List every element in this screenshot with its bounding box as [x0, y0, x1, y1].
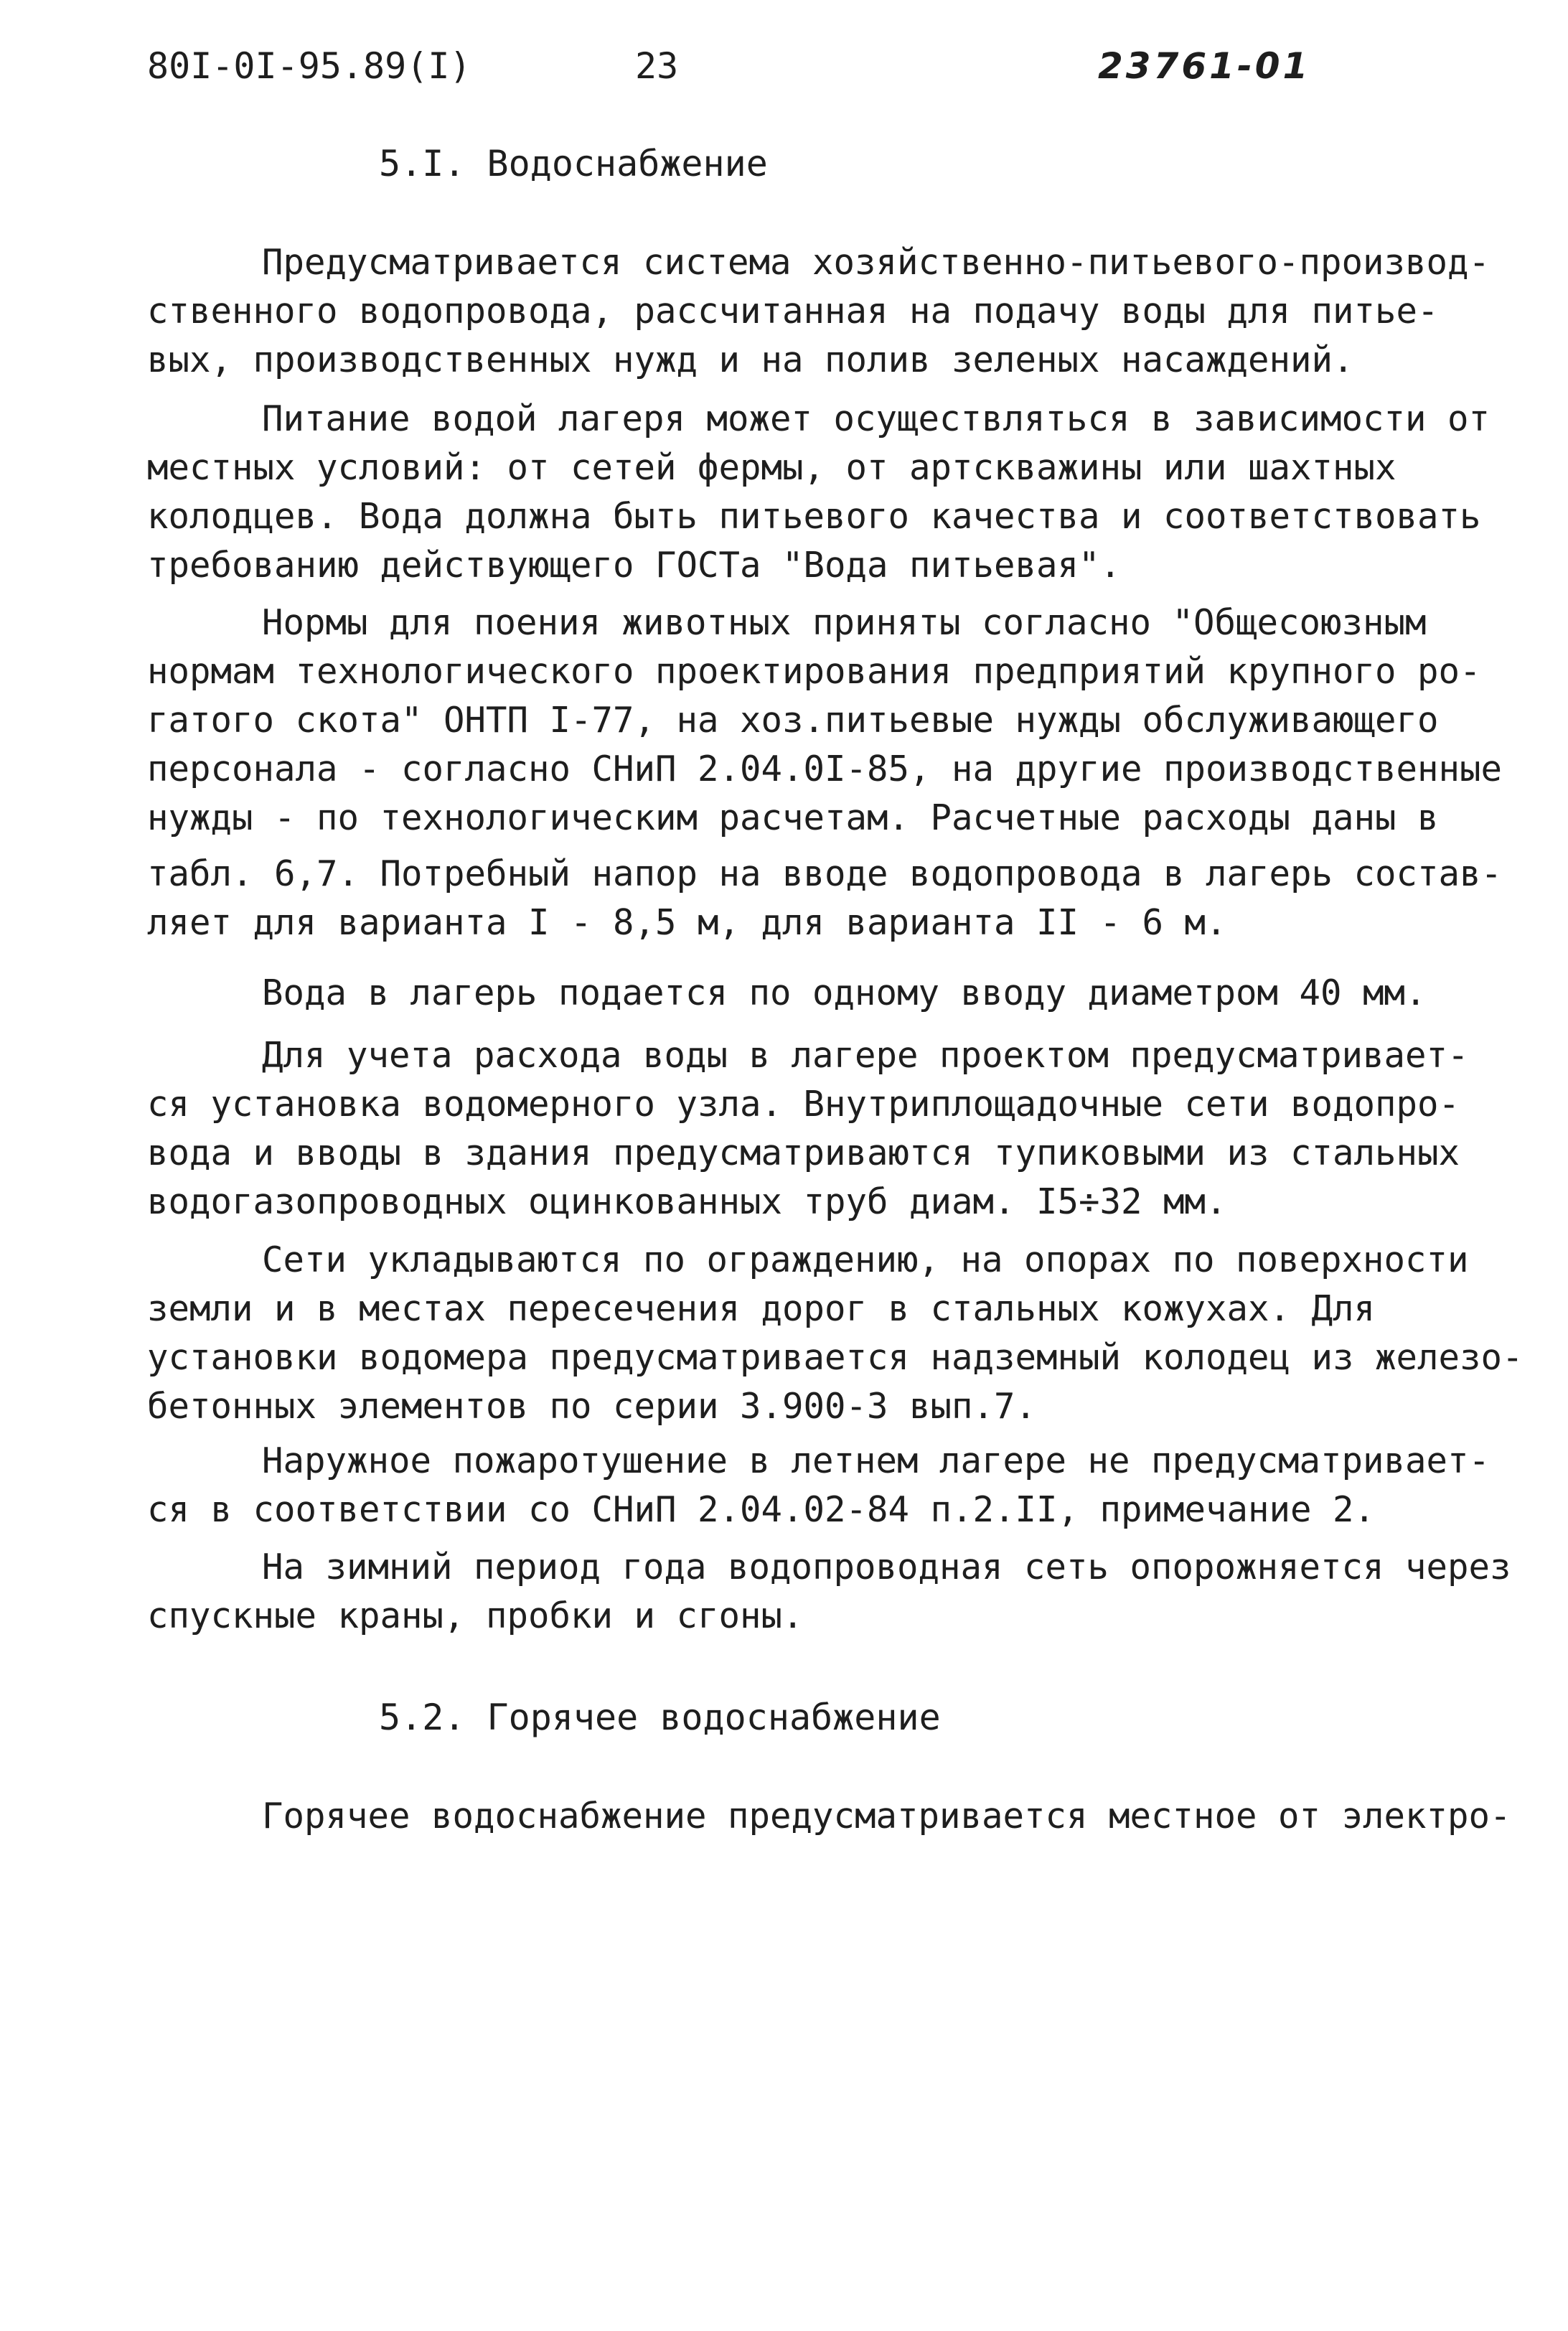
- text-line: Для учета расхода воды в лагере проектом предусматривает-: [262, 1035, 1469, 1076]
- text-line: бетонных элементов по серии 3.900-3 вып.7.: [147, 1386, 1037, 1427]
- text-line: земли и в местах пересечения дорог в стальных кожухах. Для: [147, 1288, 1376, 1329]
- text-line: Сети укладываются по ограждению, на опорах по поверхности: [262, 1239, 1469, 1280]
- text-line: Горячее водоснабжение предусматривается местное от электро-: [262, 1796, 1511, 1837]
- text-line: Предусматривается система хозяйственно-питьевого-производ-: [262, 242, 1490, 283]
- section-title-water-supply: 5.I. Водоснабжение: [379, 143, 768, 184]
- section-title-hot-water-supply: 5.2. Горячее водоснабжение: [379, 1697, 941, 1738]
- text-line: табл. 6,7. Потребный напор на вводе водопровода в лагерь состав-: [147, 853, 1503, 894]
- text-line: колодцев. Вода должна быть питьевого качества и соответствовать: [147, 496, 1481, 537]
- text-line: ляет для варианта I - 8,5 м, для варианта II - 6 м.: [147, 902, 1227, 943]
- text-line: ся установка водомерного узла. Внутриплощадочные сети водопро-: [147, 1084, 1460, 1125]
- text-line: требованию действующего ГОСТа "Вода питьевая".: [147, 545, 1122, 586]
- paragraph: [147, 238, 1490, 385]
- text-line: ственного водопровода, рассчитанная на подачу воды для питье-: [147, 291, 1439, 332]
- paragraph: [147, 1236, 1524, 1431]
- paragraph: [147, 1543, 1511, 1641]
- text-line: местных условий: от сетей фермы, от артскважины или шахтных: [147, 447, 1396, 488]
- paragraph: [147, 1437, 1490, 1534]
- text-line: гатого скота" ОНТП I-77, на хоз.питьевые нужды обслуживающего: [147, 700, 1439, 741]
- paragraph: [147, 1792, 1511, 1841]
- document-code: 80I-0I-95.89(I): [147, 45, 471, 87]
- paragraph: [147, 395, 1490, 590]
- page-number: 23: [635, 45, 679, 87]
- text-line: Вода в лагерь подается по одному вводу диаметром 40 мм.: [262, 972, 1427, 1013]
- text-line: вода и вводы в здания предусматриваются тупиковыми из стальных: [147, 1132, 1460, 1173]
- text-line: персонала - согласно СНиП 2.04.0I-85, на другие производственные: [147, 749, 1503, 789]
- text-line: водогазопроводных оцинкованных труб диам. I5÷32 мм.: [147, 1181, 1227, 1222]
- text-line: установки водомера предусматривается надземный колодец из железо-: [147, 1337, 1524, 1378]
- text-line: Наружное пожаротушение в летнем лагере не предусматривает-: [262, 1440, 1490, 1481]
- text-line: На зимний период года водопроводная сеть опорожняется через: [262, 1547, 1511, 1587]
- text-line: спускные краны, пробки и сгоны.: [147, 1595, 804, 1636]
- text-line: нормам технологического проектирования предприятий крупного ро-: [147, 651, 1481, 692]
- registration-number: 23761-01: [1098, 45, 1311, 87]
- paragraph: [147, 1031, 1469, 1227]
- paragraph: [147, 599, 1503, 947]
- text-line: Питание водой лагеря может осуществляться в зависимости от: [262, 398, 1490, 439]
- paragraph: [147, 969, 1439, 1018]
- text-line: Нормы для поения животных приняты согласно "Общесоюзным: [262, 602, 1427, 643]
- text-line: ся в соответствии со СНиП 2.04.02-84 п.2.II, примечание 2.: [147, 1489, 1376, 1530]
- text-line: вых, производственных нужд и на полив зеленых насаждений.: [147, 339, 1354, 380]
- text-line: нужды - по технологическим расчетам. Расчетные расходы даны в: [147, 797, 1439, 838]
